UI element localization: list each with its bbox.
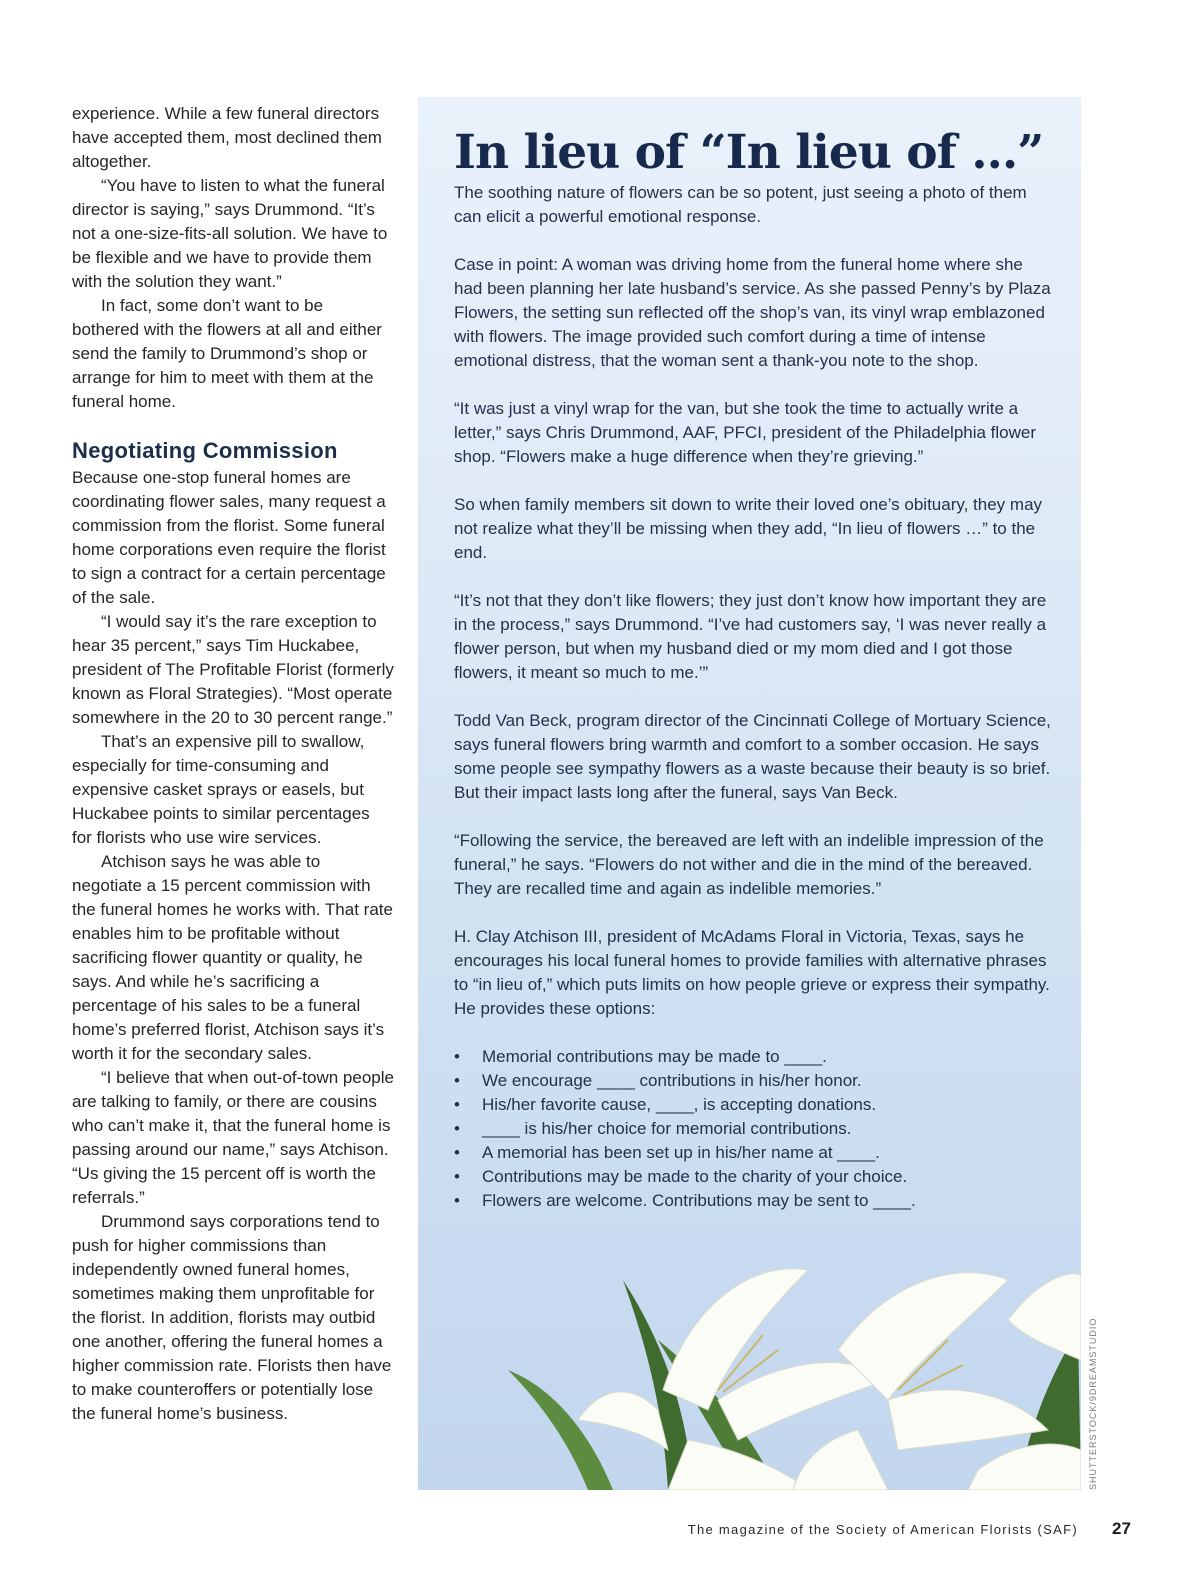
sidebar-title: In lieu of “In lieu of …” [454, 125, 1044, 180]
list-item [454, 1069, 1054, 1093]
list-item [454, 1093, 1054, 1117]
list-item-text: Memorial contributions may be made to ____. [482, 1047, 827, 1066]
photo-credit: SHUTTERSTOCK/9DREAMSTUDIO [1088, 1317, 1098, 1490]
body-paragraph: That’s an expensive pill to swallow, especially for time-consuming and expensive casket sprays or easels, but Huckabee points to similar percentages for florists who use wire services. [72, 732, 370, 847]
list-item [454, 1165, 1054, 1189]
sidebar-content [454, 125, 1054, 1213]
list-item [454, 1189, 1054, 1213]
bullet-icon: • [454, 1047, 460, 1066]
sidebar-paragraph: “Following the service, the bereaved are left with an indelible impression of the funeral,” he says. “Flowers do not wither and die in the mind of the bereaved. They are recalled time and again as indelible memories.” [454, 831, 1044, 898]
bullet-icon: • [454, 1095, 460, 1114]
bullet-icon: • [454, 1119, 460, 1138]
footer-publication: The magazine of the Society of American Florists (SAF) [687, 1522, 1078, 1537]
body-paragraph: In fact, some don’t want to be bothered with the flowers at all and either send the family to Drummond’s shop or arrange for him to meet with them at the funeral home. [72, 296, 382, 411]
list-item [454, 1045, 1054, 1069]
body-paragraph: “I believe that when out-of-town people are talking to family, or there are cousins who can’t make it, that the funeral home is passing around our name,” says Atchison. “Us giving the 15 percent off is worth the referrals.” [72, 1068, 394, 1207]
list-item-text: A memorial has been set up in his/her name at ____. [482, 1143, 880, 1162]
lily-flowers-image [418, 1240, 1081, 1490]
list-item-text: We encourage ____ contributions in his/her honor. [482, 1071, 862, 1090]
body-paragraph: Atchison says he was able to negotiate a 15 percent commission with the funeral homes he works with. That rate enables him to be profitable without sacrificing flower quantity or quality, he says. And while he’s sacrificing a percentage of his sales to be a funeral home’s preferred florist, Atchison says it’s worth it for the secondary sales. [72, 852, 393, 1063]
sidebar-paragraph: So when family members sit down to write their loved one’s obituary, they may not realize what they’ll be missing when they add, “In lieu of flowers …” to the end. [454, 495, 1043, 562]
sidebar-paragraph: The soothing nature of flowers can be so potent, just seeing a photo of them can elicit a powerful emotional response. [454, 183, 1027, 226]
sidebar-paragraph: H. Clay Atchison III, president of McAdams Floral in Victoria, Texas, says he encourages his local funeral homes to provide families with alternative phrases to “in lieu of,” which puts limits on how people grieve or express their sympathy. He provides these options: [454, 927, 1050, 1018]
sidebar-paragraph: Todd Van Beck, program director of the Cincinnati College of Mortuary Science, says funeral flowers bring warmth and comfort to a somber occasion. He says some people see sympathy flowers as a waste because their beauty is so brief. But their impact lasts long after the funeral, says Van Beck. [454, 711, 1051, 802]
body-paragraph: Because one-stop funeral homes are coordinating flower sales, many request a commission from the florist. Some funeral home corporations even require the florist to sign a contract for a certain percentage of the sale. [72, 468, 386, 607]
bullet-icon: • [454, 1191, 460, 1210]
body-paragraph: “You have to listen to what the funeral director is saying,” says Drummond. “It’s not a one-size-fits-all solution. We have to be flexible and we have to provide them with the solution they want.” [72, 176, 388, 291]
options-list [454, 1045, 1054, 1213]
body-paragraph: experience. While a few funeral directors have accepted them, most declined them altogether. [72, 104, 382, 171]
sidebar-paragraph: Case in point: A woman was driving home from the funeral home where she had been planning her late husband’s service. As she passed Penny’s by Plaza Flowers, the setting sun reflected off the shop’s van, its vinyl wrap emblazoned with flowers. The image provided such comfort during a time of intense emotional distress, that the woman sent a thank-you note to the shop. [454, 255, 1051, 370]
body-paragraph: “I would say it’s the rare exception to hear 35 percent,” says Tim Huckabee, president of The Profitable Florist (formerly known as Floral Strategies). “Most operate somewhere in the 20 to 30 percent range.” [72, 612, 394, 727]
bullet-icon: • [454, 1143, 460, 1162]
left-column [72, 102, 394, 1426]
body-paragraph: Drummond says corporations tend to push for higher commissions than independently owned funeral homes, sometimes making them unprofitable for the florist. In addition, florists may outbid one another, offering the funeral homes a higher commission rate. Florists then have to make counteroffers or potentially lose the funeral home’s business. [72, 1212, 392, 1423]
list-item-text: Flowers are welcome. Contributions may be sent to ____. [482, 1191, 916, 1210]
page-number: 27 [1112, 1519, 1131, 1538]
list-item [454, 1141, 1054, 1165]
sidebar-paragraph: “It’s not that they don’t like flowers; they just don’t know how important they are in the process,” says Drummond. “I’ve had customers say, ‘I was never really a flower person, but when my husband died or my mom died and I got those flowers, it meant so much to me.’” [454, 591, 1047, 682]
list-item-text: His/her favorite cause, ____, is accepting donations. [482, 1095, 877, 1114]
bullet-icon: • [454, 1167, 460, 1186]
list-item [454, 1117, 1054, 1141]
list-item-text: Contributions may be made to the charity of your choice. [482, 1167, 908, 1186]
sidebar-paragraph: “It was just a vinyl wrap for the van, but she took the time to actually write a letter,” says Chris Drummond, AAF, PFCI, president of the Philadelphia flower shop. “Flowers make a huge difference when they’re grieving.” [454, 399, 1037, 466]
bullet-icon: • [454, 1071, 460, 1090]
section-heading: Negotiating Commission [72, 438, 338, 463]
list-item-text: ____ is his/her choice for memorial contributions. [482, 1119, 852, 1138]
sidebar-box [418, 97, 1081, 1490]
